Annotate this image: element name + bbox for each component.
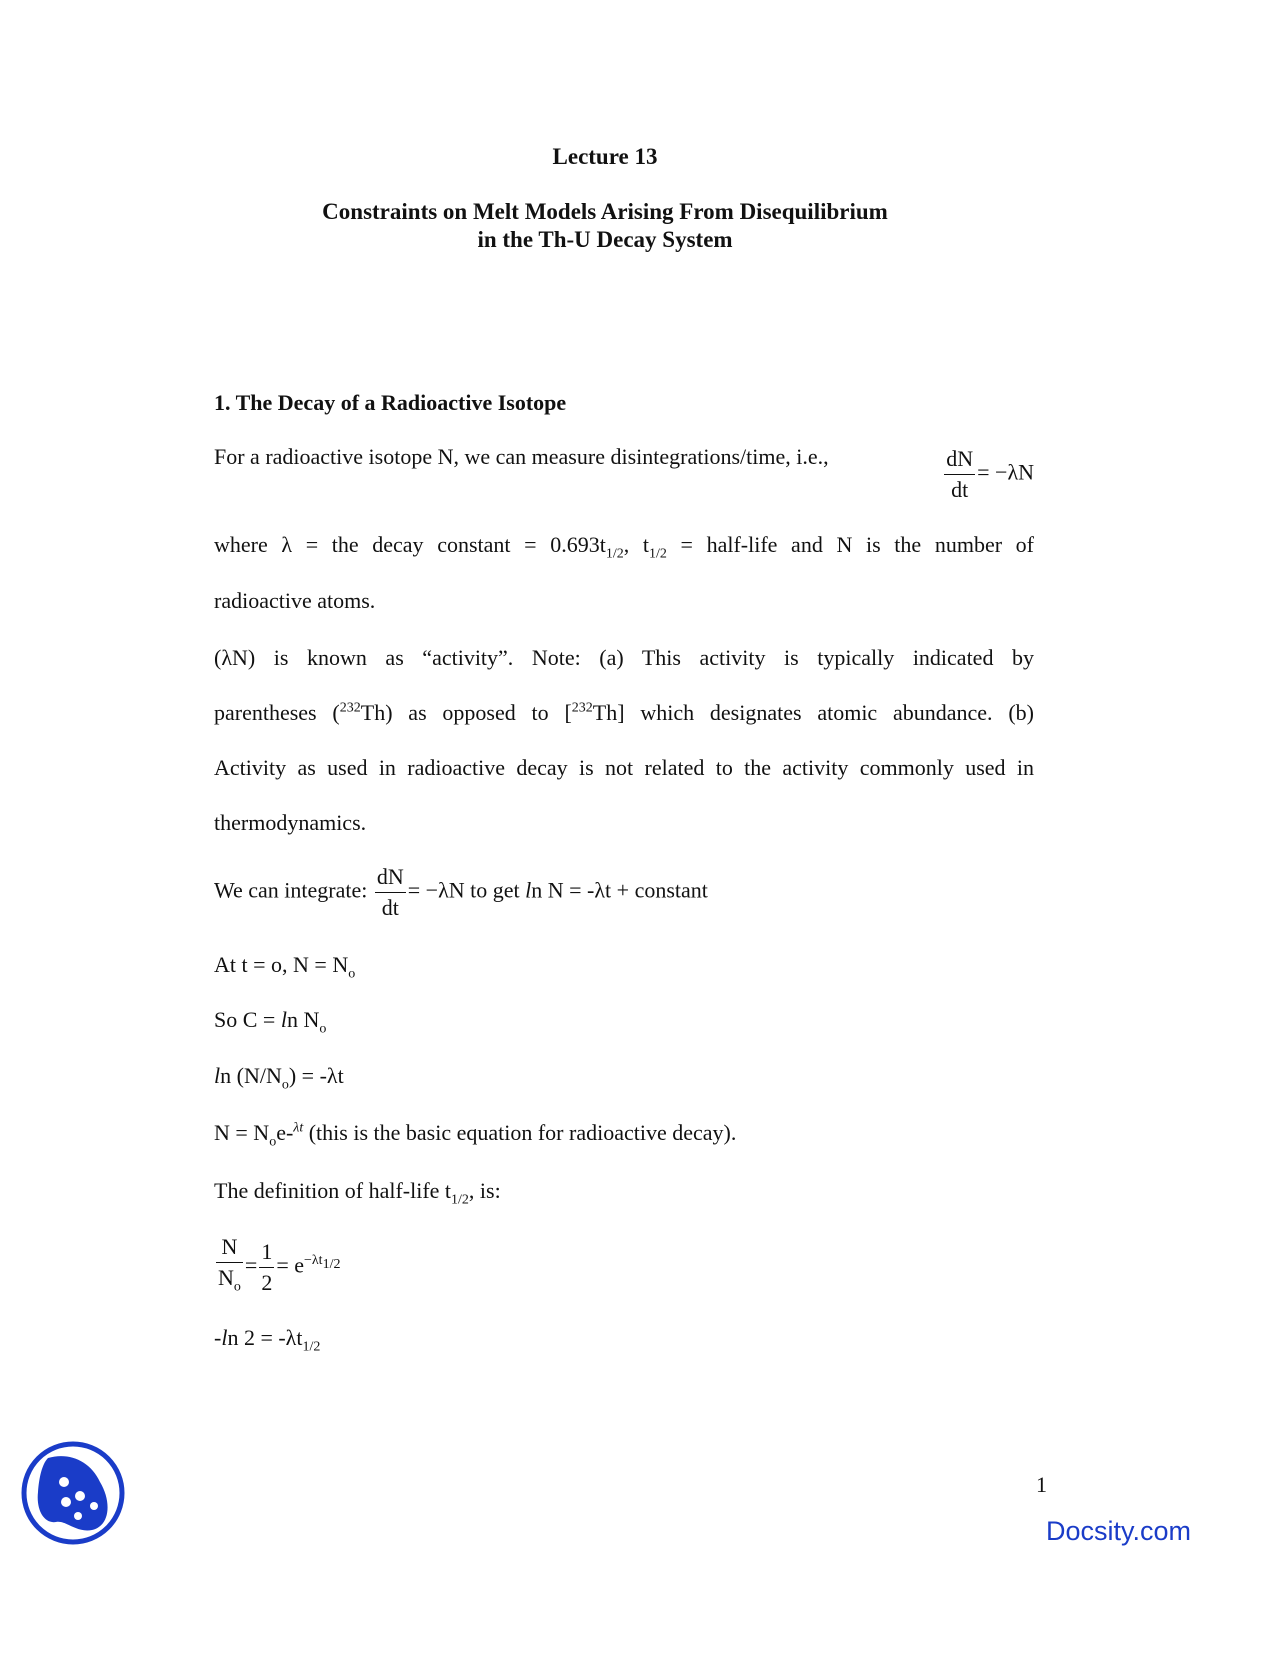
- half-life-equation: $\frac{N}{N_o}$ = $\frac{1}{2}$ = $e^{-\lambda t_{1/2}}$: [218, 1234, 341, 1295]
- section-heading: 1. The Decay of a Radioactive Isotope: [214, 390, 567, 415]
- paragraph-1: [214, 444, 1034, 502]
- title-line-2: in the Th-U Decay System: [477, 227, 733, 252]
- paragraph-1-text: For a radioactive isotope N, we can measure disintegrations/time, i.e.,: [214, 444, 829, 469]
- half-life-definition: The definition of half-life $t_{1/2}$, is:: [214, 1178, 501, 1208]
- decay-equation: $N = N_oe-^{\lambda t}$ (this is the basic equation for radioactive decay).: [214, 1120, 737, 1150]
- paragraph-3-line-4: thermodynamics.: [214, 810, 367, 835]
- paragraph-2-line-1: where λ = the decay constant = $0.693t_{1/2}$, $t_{1/2}$ = half-life and N is the number of: [214, 532, 1034, 562]
- initial-condition: At t = o, $N = N_o$: [214, 952, 356, 982]
- paragraph-3-line-3: Activity as used in radioactive decay is not related to the activity commonly used in: [214, 755, 1034, 780]
- ln2-equation: -ln $2 = -\lambda t_{1/2}$: [214, 1325, 321, 1355]
- paragraph-3-line-2: parentheses ($^{232}$Th) as opposed to [$^{232}$Th] which designates atomic abundance. (b): [214, 700, 1034, 725]
- page-number: 1: [1036, 1472, 1047, 1497]
- lecture-number: Lecture 13: [552, 144, 658, 169]
- paragraph-2-line-2: radioactive atoms.: [214, 588, 376, 613]
- constant-line: So $C = \ln N_o$: [214, 1007, 327, 1037]
- log-ratio-line: $\ln (N/N_o) = -\lambda t$: [214, 1063, 344, 1093]
- integrate-line: We can integrate: $\frac{dN}{dt}$ = −λN to get ln N = -λt + constant: [214, 864, 708, 920]
- docsity-wordmark[interactable]: Docsity.com: [1046, 1516, 1192, 1546]
- title-line-1: Constraints on Melt Models Arising From Disequilibrium: [322, 199, 888, 224]
- paragraph-3-line-1: (λN) is known as “activity”. Note: (a) This activity is typically indicated by: [214, 645, 1034, 670]
- equation-dN-dt: $\frac{dN}{dt}$ = −λN: [946, 446, 1034, 502]
- docsity-logo-icon: [20, 1440, 126, 1546]
